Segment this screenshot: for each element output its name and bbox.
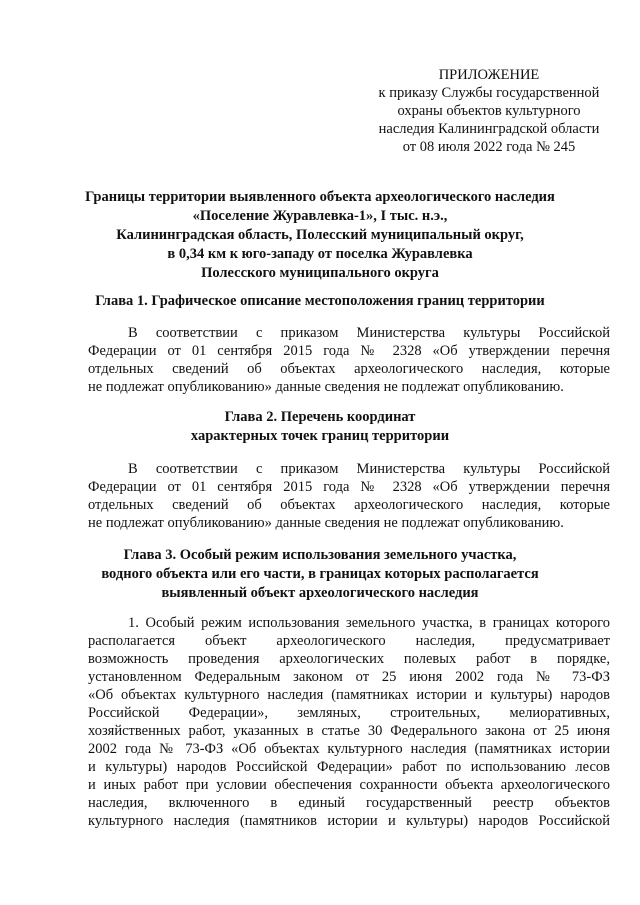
- text-line: 2002 года № 73-ФЗ «Об объектах культурного наследия (памятниках истории: [88, 741, 610, 757]
- heading-line: Глава 3. Особый режим использования земельного участка,: [123, 547, 517, 563]
- heading-line: выявленный объект археологического наследия: [161, 585, 479, 601]
- chapter2-heading: [40, 408, 600, 446]
- text-line: и иных работ при условии обеспечения сохранности объекта археологического: [88, 777, 610, 793]
- title-line: Границы территории выявленного объекта археологического наследия: [85, 189, 555, 205]
- text-line: Российской Федерации», земляных, строительных, мелиоративных,: [88, 705, 610, 721]
- appendix-block: [360, 66, 618, 156]
- heading-line: характерных точек границ территории: [190, 428, 450, 444]
- text-line: возможность проведения археологических полевых работ в порядке,: [88, 651, 610, 667]
- text-line: и культуры) народов Российской Федерации» работ по использованию лесов: [88, 759, 610, 775]
- text-line: отдельных сведений об объектах археологического наследия, которые: [88, 497, 610, 513]
- text-line: Федерации от 01 сентября 2015 года № 2328 «Об утверждении перечня: [88, 343, 610, 359]
- title-line: Калининградская область, Полесский муниципальный округ,: [116, 227, 524, 243]
- appendix-line: наследия Калининградской области: [378, 121, 600, 137]
- text-line: В соответствии с приказом Министерства культуры Российской: [128, 461, 610, 477]
- chapter2-text: [88, 460, 610, 532]
- appendix-title: ПРИЛОЖЕНИЕ: [438, 67, 540, 83]
- chapter1-text: [88, 324, 610, 396]
- text-line: не подлежат опубликованию» данные сведения не подлежат опубликованию.: [88, 379, 564, 395]
- text-line: В соответствии с приказом Министерства культуры Российской: [128, 325, 610, 341]
- heading-line: водного объекта или его части, в границах которых располагается: [101, 566, 539, 582]
- text-line: культурного наследия (памятников истории и культуры) народов Российской: [88, 813, 610, 829]
- chapter3-text: [88, 614, 610, 830]
- appendix-line: к приказу Службы государственной: [378, 85, 600, 101]
- text-line: установленном Федеральным законом от 25 июня 2002 года № 73-ФЗ: [88, 669, 610, 685]
- heading-line: Глава 2. Перечень координат: [224, 409, 416, 425]
- text-line: 1. Особый режим использования земельного участка, в границах которого: [128, 615, 610, 631]
- chapter3-heading: [40, 546, 600, 603]
- text-line: располагается объект археологического наследия, предусматривает: [88, 633, 610, 649]
- chapter1-heading: [40, 292, 600, 311]
- document-title: [50, 188, 590, 283]
- appendix-line: охраны объектов культурного: [397, 103, 581, 119]
- text-line: Федерации от 01 сентября 2015 года № 2328 «Об утверждении перечня: [88, 479, 610, 495]
- text-line: не подлежат опубликованию» данные сведения не подлежат опубликованию.: [88, 515, 564, 531]
- title-line: «Поселение Журавлевка-1», I тыс. н.э.,: [192, 208, 448, 224]
- text-line: отдельных сведений об объектах археологического наследия, которые: [88, 361, 610, 377]
- text-line: наследия, включенного в единый государственный реестр объектов: [88, 795, 610, 811]
- text-line: хозяйственных работ, указанных в статье 30 Федерального закона от 25 июня: [88, 723, 610, 739]
- appendix-line: от 08 июля 2022 года № 245: [402, 139, 576, 155]
- title-line: в 0,34 км к юго-западу от поселка Журавлевка: [167, 246, 473, 262]
- text-line: «Об объектах культурного наследия (памятниках истории и культуры) народов: [88, 687, 610, 703]
- heading-line: Глава 1. Графическое описание местоположения границ территории: [95, 293, 545, 309]
- title-line: Полесского муниципального округа: [201, 265, 439, 281]
